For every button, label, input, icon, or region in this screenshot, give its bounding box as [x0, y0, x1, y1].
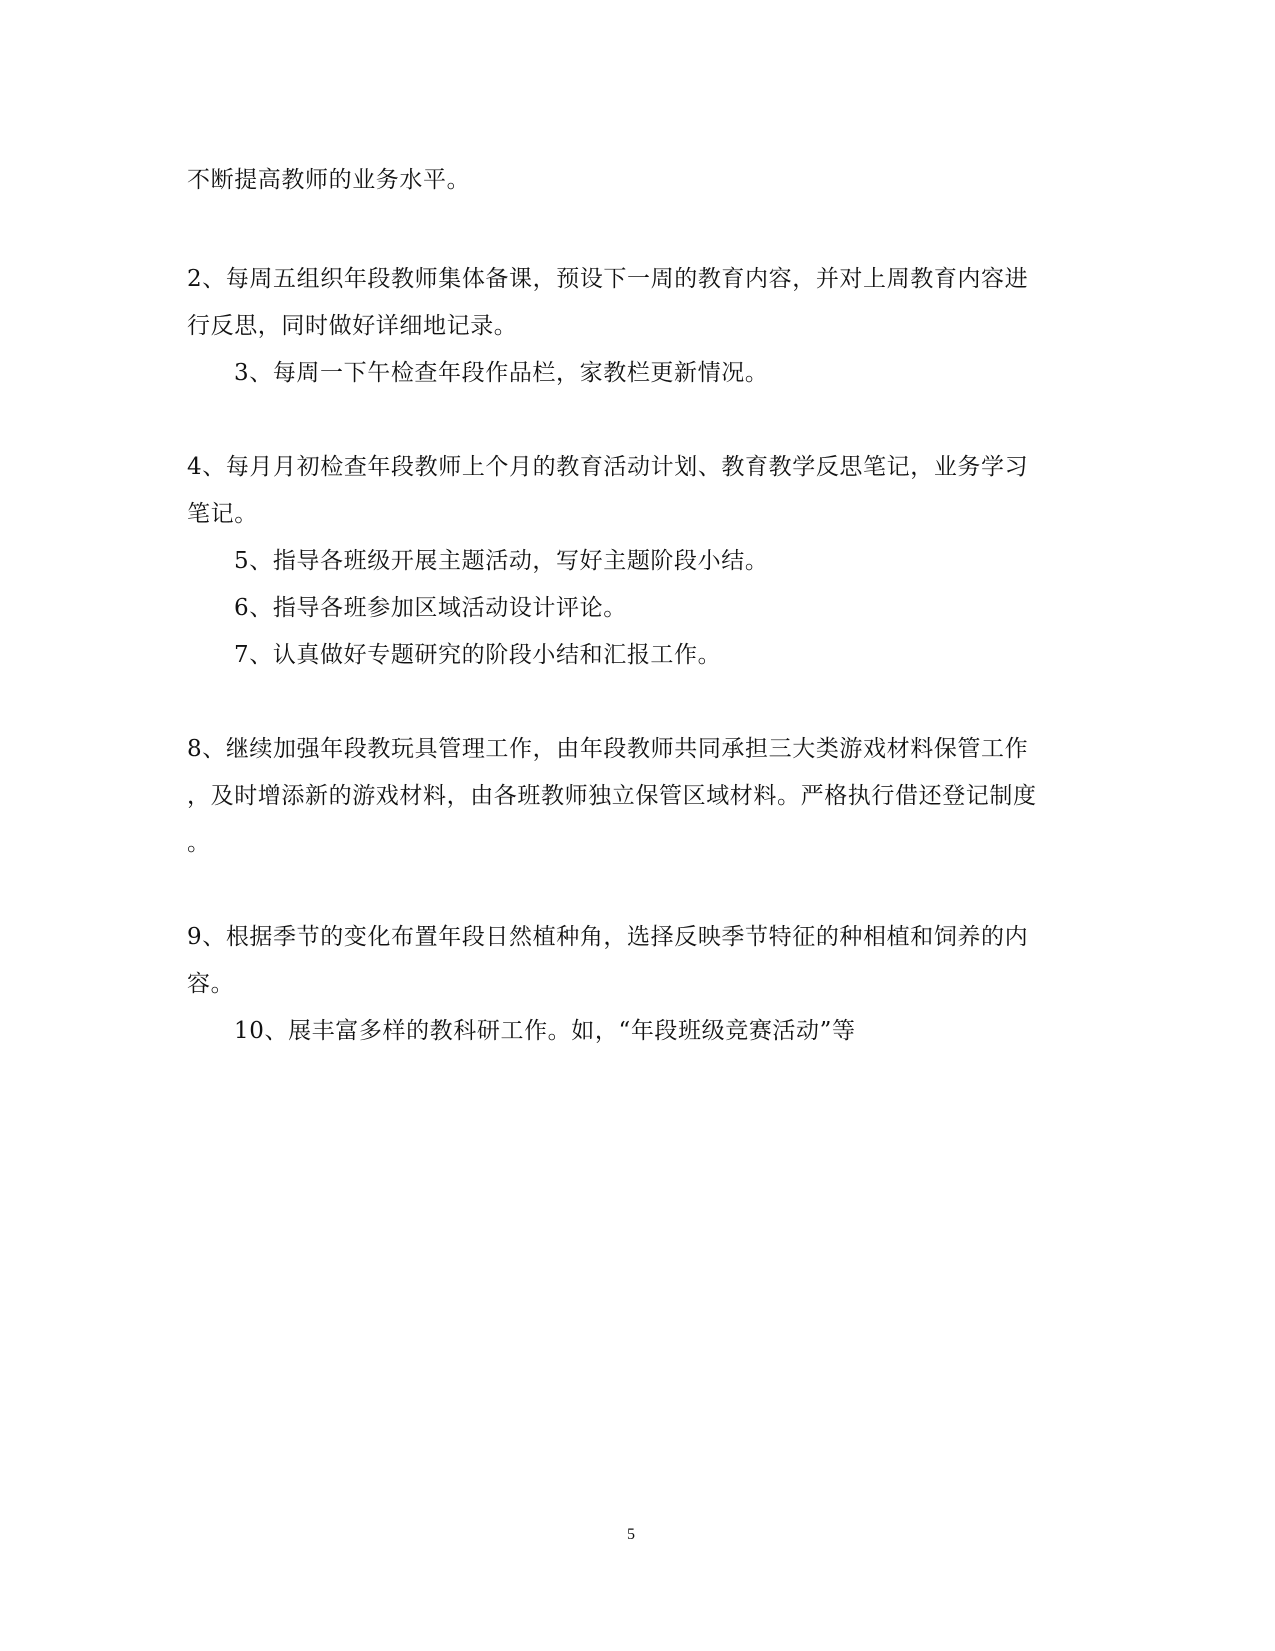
list-item-3: 3、每周一下午检查年段作品栏，家教栏更新情况。	[234, 360, 769, 386]
list-item-9-line-2: 容。	[187, 971, 235, 997]
list-item-4-line-2: 笔记。	[187, 501, 258, 527]
list-item-2-line-2: 行反思，同时做好详细地记录。	[187, 313, 518, 339]
list-item-4-line-1: 4、每月月初检查年段教师上个月的教育活动计划、教育教学反思笔记，业务学习	[187, 454, 1029, 480]
text-line: 不断提高教师的业务水平。	[187, 167, 471, 193]
list-item-8-line-2: ，及时增添新的游戏材料，由各班教师独立保管区域材料。严格执行借还登记制度	[187, 783, 1037, 809]
list-item-2-line-1: 2、每周五组织年段教师集体备课，预设下一周的教育内容，并对上周教育内容进	[187, 266, 1029, 292]
list-item-6: 6、指导各班参加区域活动设计评论。	[234, 595, 627, 621]
list-item-7: 7、认真做好专题研究的阶段小结和汇报工作。	[234, 642, 722, 668]
list-item-10: 10、展丰富多样的教科研工作。如，“年段班级竞赛活动”等	[234, 1018, 856, 1044]
list-item-5: 5、指导各班级开展主题活动，写好主题阶段小结。	[234, 548, 769, 574]
page-number: 5	[627, 1526, 635, 1543]
list-item-8-line-3: 。	[187, 830, 211, 856]
list-item-8-line-1: 8、继续加强年段教玩具管理工作，由年段教师共同承担三大类游戏材料保管工作	[187, 736, 1029, 762]
list-item-9-line-1: 9、根据季节的变化布置年段日然植种角，选择反映季节特征的种相植和饲养的内	[187, 924, 1029, 950]
